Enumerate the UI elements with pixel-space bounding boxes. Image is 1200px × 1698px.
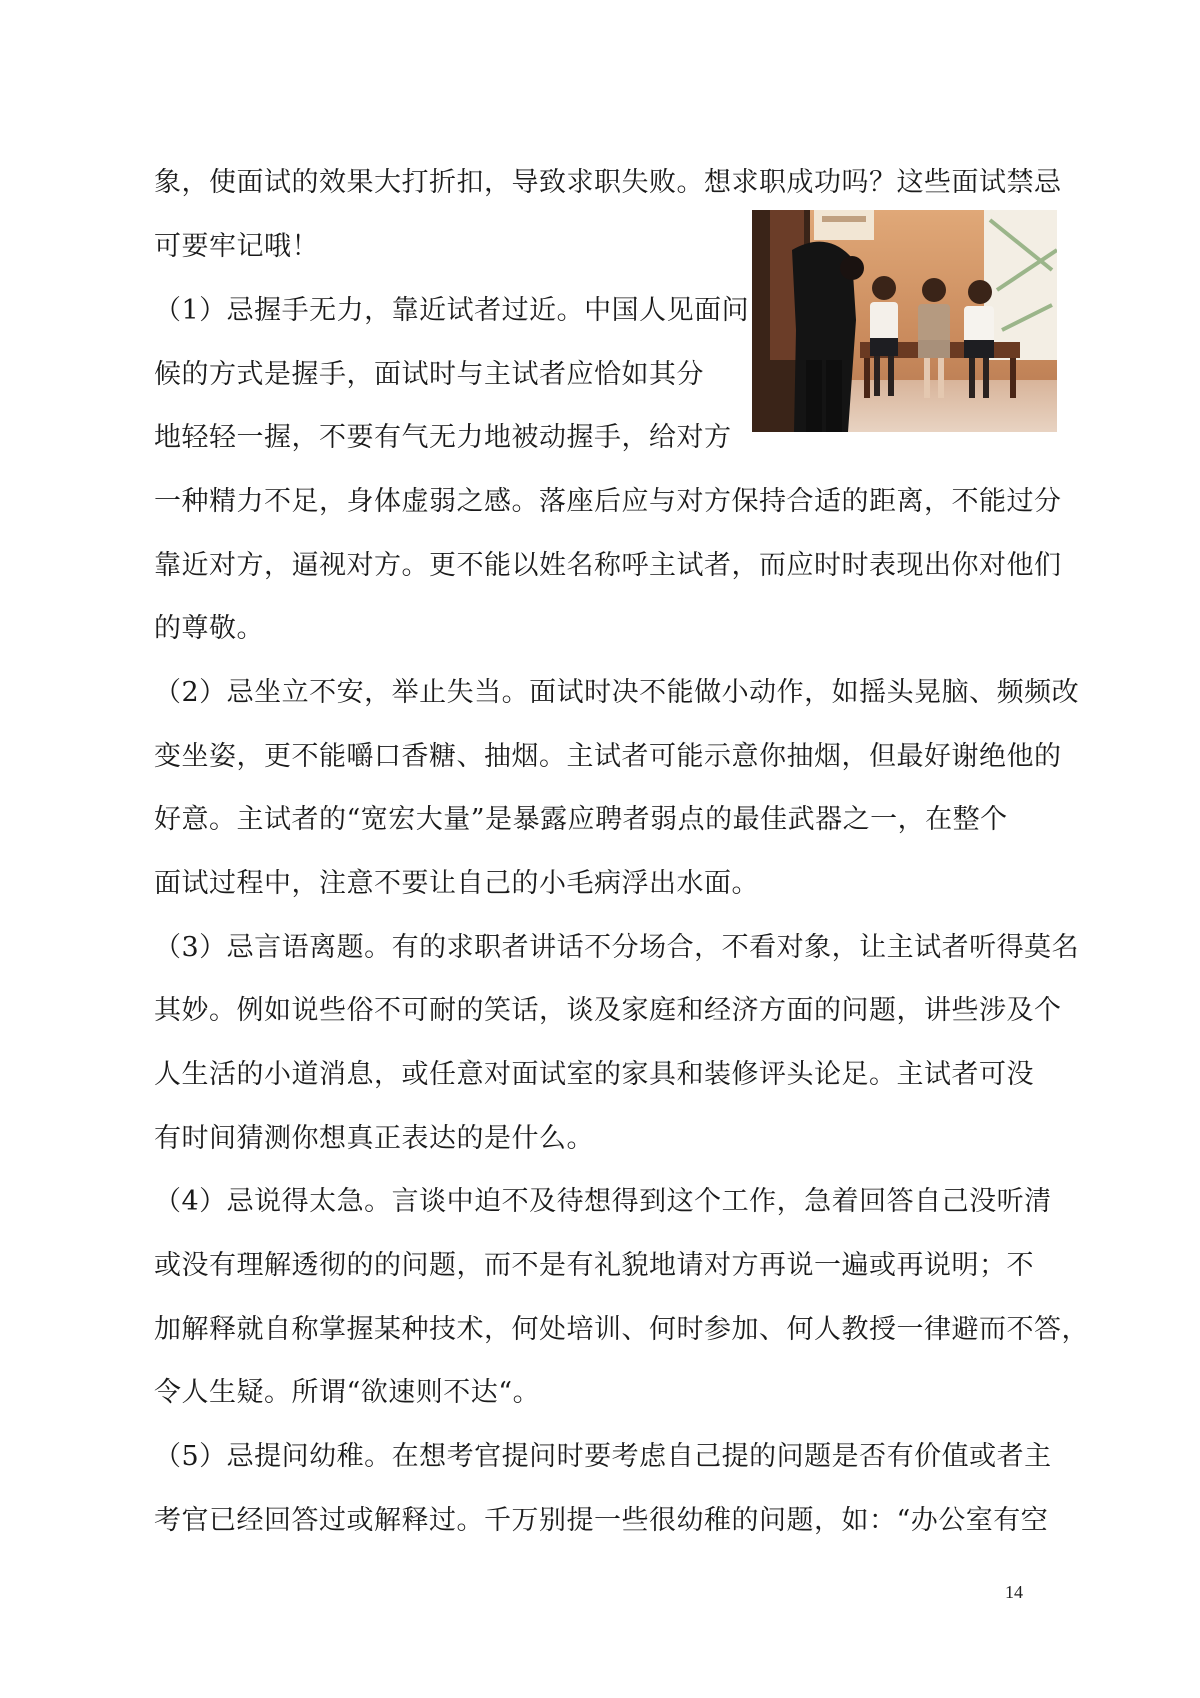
paragraph-line: 或没有理解透彻的的问题，而不是有礼貌地请对方再说一遍或再说明；不 (154, 1250, 1034, 1281)
paragraph-line: 候的方式是握手，面试时与主试者应恰如其分 (154, 359, 704, 390)
paragraph-line: 象，使面试的效果大打折扣，导致求职失败。想求职成功吗？这些面试禁忌 (154, 167, 1062, 198)
paragraph-line: 令人生疑。所谓“欲速则不达“。 (154, 1377, 541, 1408)
paragraph-line: 有时间猜测你想真正表达的是什么。 (154, 1123, 594, 1154)
paragraph-line: 考官已经回答过或解释过。千万别提一些很幼稚的问题，如：“办公室有空 (154, 1505, 1049, 1536)
paragraph-line: （3）忌言语离题。有的求职者讲话不分场合，不看对象，让主试者听得莫名 (154, 932, 1080, 963)
paragraph-line: 好意。主试者的“宽宏大量”是暴露应聘者弱点的最佳武器之一，在整个 (154, 804, 1008, 835)
paragraph-line: （2）忌坐立不安，举止失当。面试时决不能做小动作，如摇头晃脑、频频改 (154, 677, 1080, 708)
paragraph-line: 一种精力不足，身体虚弱之感。落座后应与对方保持合适的距离，不能过分 (154, 486, 1062, 517)
paragraph-line: 地轻轻一握，不要有气无力地被动握手，给对方 (154, 422, 732, 453)
paragraph-line: 的尊敬。 (154, 613, 264, 644)
paragraph-line: （5）忌提问幼稚。在想考官提问时要考虑自己提的问题是否有价值或者主 (154, 1441, 1052, 1472)
paragraph-line: 靠近对方，逼视对方。更不能以姓名称呼主试者，而应时时表现出你对他们 (154, 550, 1062, 581)
paragraph-line: 加解释就自称掌握某种技术，何处培训、何时参加、何人教授一律避而不答， (154, 1314, 1089, 1345)
paragraph-line: 面试过程中，注意不要让自己的小毛病浮出水面。 (154, 868, 759, 899)
page-number: 14 (1005, 1582, 1023, 1602)
paragraph-line: （4）忌说得太急。言谈中迫不及待想得到这个工作，急着回答自己没听清 (154, 1186, 1052, 1217)
paragraph-line: 可要牢记哦！ (154, 231, 319, 262)
paragraph-line: 人生活的小道消息，或任意对面试室的家具和装修评头论足。主试者可没 (154, 1059, 1034, 1090)
paragraph-line: 变坐姿，更不能嚼口香糖、抽烟。主试者可能示意你抽烟，但最好谢绝他的 (154, 741, 1062, 772)
paragraph-line: （1）忌握手无力，靠近试者过近。中国人见面问 (154, 295, 750, 326)
interview-photo (752, 210, 1057, 432)
paragraph-line: 其妙。例如说些俗不可耐的笑话，谈及家庭和经济方面的问题，讲些涉及个 (154, 995, 1062, 1026)
